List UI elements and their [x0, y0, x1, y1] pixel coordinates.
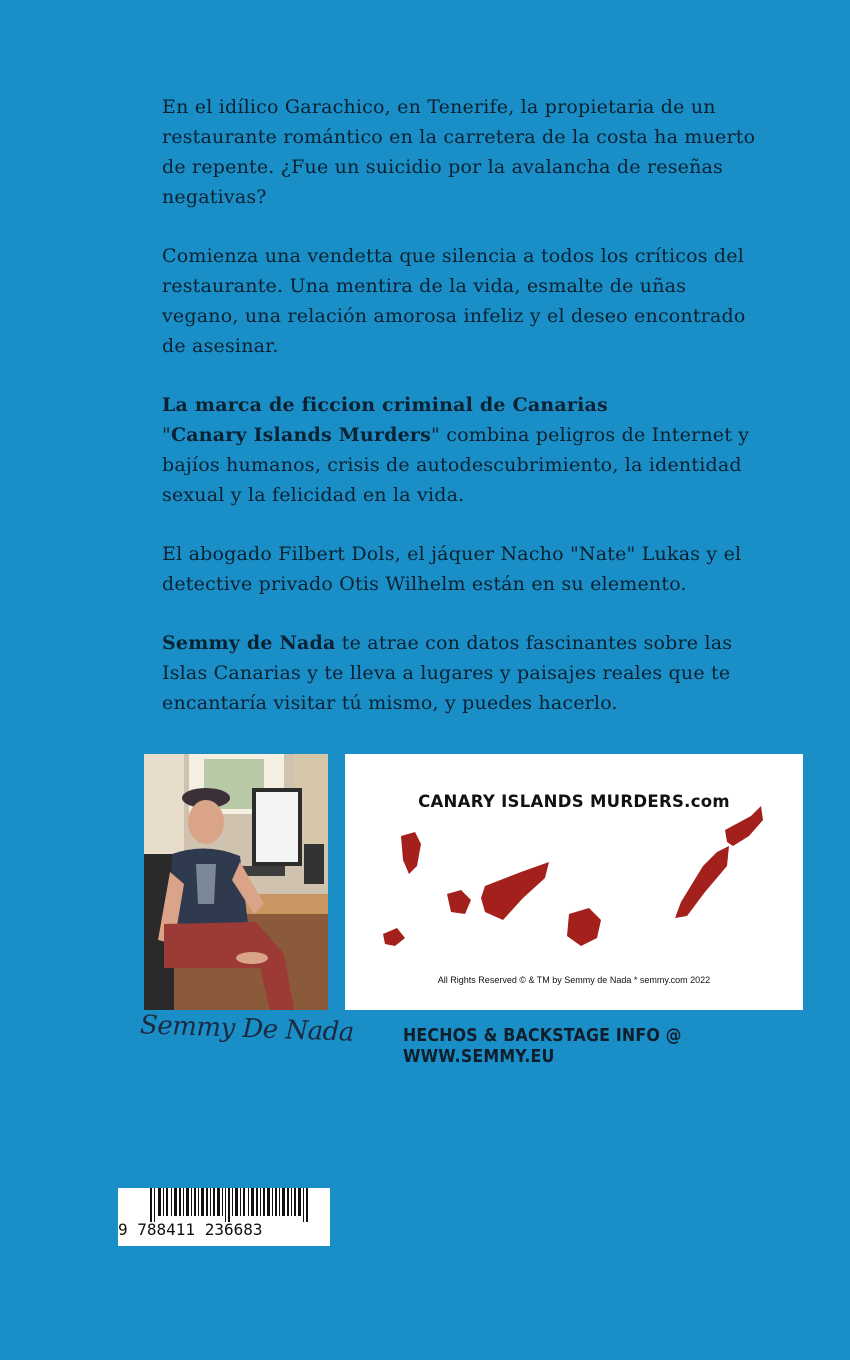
blurb-paragraph-5 [162, 628, 762, 718]
blurb-paragraph-4: El abogado Filbert Dols, el jáquer Nacho "Nate" Lukas y el detective privado Otis Wilhelm están en su elemento. [162, 543, 742, 595]
barcode-bars [118, 1188, 330, 1222]
island-la-palma [401, 832, 421, 874]
blurb-paragraph-5-rest: te atrae con datos fascinantes sobre las Islas Canarias y te lleva a lugares y paisajes reales que te encantaría visitar tú mismo, y puedes hacerlo. [162, 632, 733, 714]
island-tenerife [481, 862, 549, 920]
author-signature: Semmy De Nada [139, 1010, 355, 1048]
island-el-hierro [383, 928, 405, 946]
blurb-paragraph-2: Comienza una vendetta que silencia a todos los críticos del restaurante. Una mentira de la vida, esmalte de uñas vegano, una relación amorosa infeliz y el deseo encontrado de asesinar. [162, 245, 746, 357]
island-la-gomera [447, 890, 471, 914]
island-lanzarote [725, 806, 763, 846]
author-name: Semmy de Nada [162, 632, 336, 654]
blurb-paragraph-3 [162, 390, 762, 510]
series-logo-panel [345, 754, 803, 1010]
author-photo [144, 754, 328, 1010]
island-fuerteventura [675, 846, 729, 918]
series-name: Canary Islands Murders [170, 424, 432, 446]
isbn-number: 9 788411 236683 [118, 1220, 263, 1239]
isbn-barcode [118, 1188, 330, 1246]
back-cover-blurb [162, 92, 762, 747]
island-gran-canaria [567, 908, 601, 946]
blurb-paragraph-1: En el idílico Garachico, en Tenerife, la propietaria de un restaurante romántico en la carretera de la costa ha muerto de repente. ¿Fue un suicidio por la avalancha de reseñas negativas? [162, 96, 756, 208]
facts-backstage-info: HECHOS & BACKSTAGE INFO @ WWW.SEMMY.EU [403, 1025, 682, 1067]
brand-tagline: La marca de ficcion criminal de Canarias [162, 394, 608, 416]
blurb-paragraph-3-rest: " combina peligros de Internet y bajíos humanos, crisis de autodescubrimiento, la identidad sexual y la felicidad en la vida. [162, 424, 750, 506]
quote-mark: " [162, 424, 171, 446]
rights-notice: All Rights Reserved © & TM by Semmy de Nada * semmy.com 2022 [437, 975, 711, 985]
canary-islands-map [345, 754, 803, 1010]
series-logo-title: CANARY ISLANDS MURDERS.com [418, 792, 730, 811]
